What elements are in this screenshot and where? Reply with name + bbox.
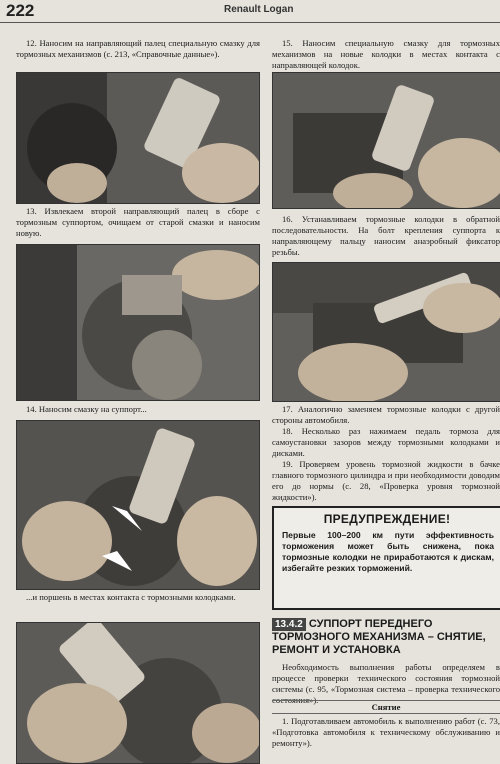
photo-step-13	[16, 244, 260, 401]
step-14-text: 14. Наносим смазку на суппорт...	[26, 404, 147, 414]
step-15-text: 15. Наносим специальную смазку для тормозных механизмов на новые колодки в местах контакта с направляющей колодок.	[272, 38, 500, 70]
step-14b-text: ...и поршень в местах контакта с тормозными колодками.	[26, 592, 236, 602]
page-header	[0, 0, 500, 23]
section-number: 13.4.2	[272, 618, 306, 631]
warning-title: ПРЕДУПРЕЖДЕНИЕ!	[323, 512, 451, 526]
book-title: Renault Logan	[224, 4, 294, 15]
photo-step-14b	[16, 622, 260, 764]
section-title: СУППОРТ ПЕРЕДНЕГО ТОРМОЗНОГО МЕХАНИЗМА – СНЯТИЕ, РЕМОНТ И УСТАНОВКА	[272, 618, 486, 656]
photo-step-15	[272, 72, 500, 209]
photo-step-12	[16, 72, 260, 204]
steps-17-19-text: 17. Аналогично заменяем тормозные колодки с другой стороны автомобиля. 18. Несколько раз нажимаем педаль тормоза для самоустановки зазоров между тормозными колодками и дисками. 19. Проверяем уровень тормозной жидкости в бачке главного тормозного цилиндра и при необходимости доводим его до нормы (с. 28, «Проверка уровня тормозной жидкости»).	[272, 404, 500, 502]
section-heading	[272, 618, 500, 657]
removal-step-1: 1. Подготавливаем автомобиль к выполнению работ (с. 73, «Подготовка автомобиля к техническому обслуживанию и ремонту»).	[272, 716, 500, 748]
page-number: 222	[6, 1, 35, 20]
photo-step-16	[272, 262, 500, 402]
warning-text: Первые 100–200 км пути эффективность торможения может быть снижена, пока тормозные колодки не приработаются к дискам, избегайте резких торможений.	[282, 530, 494, 573]
warning-box	[272, 506, 500, 610]
step-12-text: 12. Наносим на направляющий палец специальную смазку для тормозных механизмов (с. 213, «Справочные данные»).	[16, 38, 260, 59]
section-intro: Необходимость выполнения работы определяем в процессе проверки технического состояния тормозной системы (с. 95, «Тормозная система – проверка технического состояния»).	[272, 662, 500, 705]
step-13-text: 13. Извлекаем второй направляющий палец в сборе с тормозным суппортом, очищаем от старой смазки и наносим новую.	[16, 206, 260, 238]
step-16-text: 16. Устанавливаем тормозные колодки в обратной последовательности. На болт крепления суппорта к направляющему пальцу наносим анаэробный фиксатор резьбы.	[272, 214, 500, 257]
subhead-removal: Снятие	[272, 700, 500, 714]
photo-step-14	[16, 420, 260, 590]
